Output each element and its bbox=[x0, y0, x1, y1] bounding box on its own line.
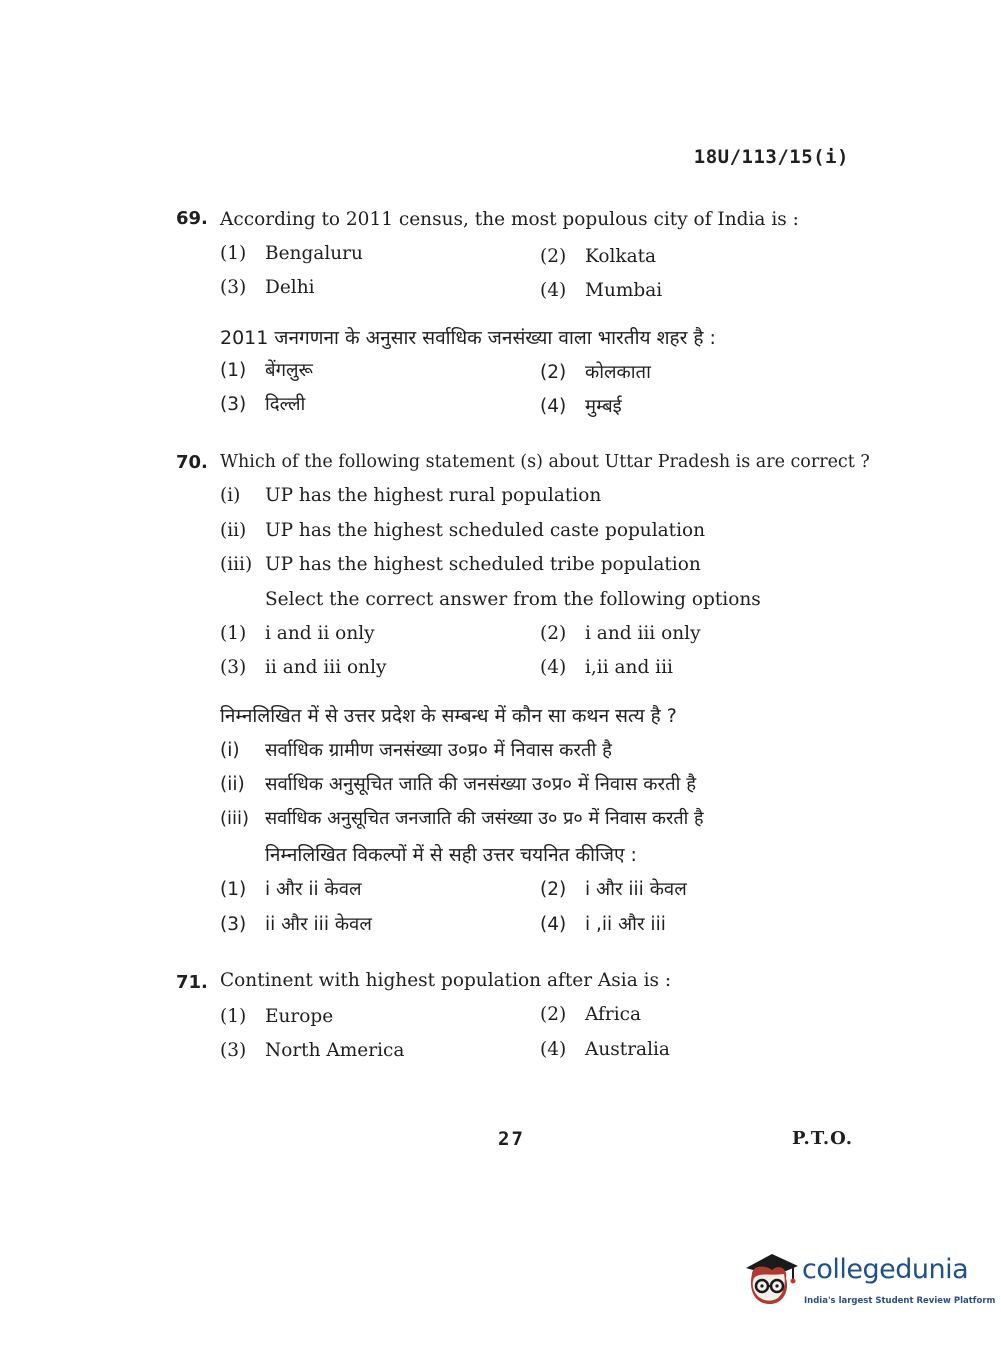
option-text: दिल्ली bbox=[265, 394, 306, 415]
statement-text: UP has the highest scheduled tribe population bbox=[265, 554, 701, 575]
statement-number: (iii) bbox=[220, 808, 250, 829]
option-number: (2) bbox=[540, 623, 567, 644]
option-number: (3) bbox=[220, 914, 247, 935]
q70-option-en-3 bbox=[220, 657, 386, 678]
q69-option-en-4 bbox=[540, 280, 662, 301]
q71-option-en-2 bbox=[540, 1004, 641, 1025]
q69-text-en: According to 2011 census, the most populous city of India is : bbox=[220, 209, 799, 230]
mascot-icon bbox=[742, 1248, 800, 1310]
q69-number: 69. bbox=[176, 208, 208, 229]
option-text: Africa bbox=[585, 1004, 642, 1025]
statement-number: (ii) bbox=[220, 520, 247, 541]
q69-text-hi: 2011 जनगणना के अनुसार सर्वाधिक जनसंख्या वाला भारतीय शहर है : bbox=[220, 327, 716, 349]
option-text: i और iii केवल bbox=[585, 879, 687, 900]
statement-text: UP has the highest scheduled caste population bbox=[265, 520, 706, 541]
q70-option-hi-2 bbox=[540, 876, 687, 901]
option-number: (3) bbox=[220, 1040, 247, 1061]
option-number: (1) bbox=[220, 1006, 247, 1027]
q70-option-hi-3 bbox=[220, 911, 372, 936]
q69-option-en-2 bbox=[540, 246, 656, 267]
option-number: (4) bbox=[540, 657, 567, 678]
option-number: (3) bbox=[220, 277, 247, 298]
option-number: (4) bbox=[540, 396, 567, 417]
q71-text-en: Continent with highest population after Asia is : bbox=[220, 970, 672, 991]
q70-statement-en-2 bbox=[220, 520, 705, 541]
option-text: North America bbox=[265, 1040, 405, 1061]
paper-code: 18U/113/15(i) bbox=[693, 146, 849, 168]
q70-statement-en-3 bbox=[220, 554, 701, 575]
option-number: (3) bbox=[220, 394, 247, 415]
statement-text: सर्वाधिक अनुसूचित जाति की जनसंख्या उ०प्र० में निवास करती है bbox=[265, 774, 697, 795]
option-text: ii and iii only bbox=[265, 657, 387, 678]
q69-option-hi-1 bbox=[220, 357, 313, 382]
option-text: i और ii केवल bbox=[265, 879, 362, 900]
pto-label: P.T.O. bbox=[792, 1128, 854, 1149]
option-number: (4) bbox=[540, 914, 567, 935]
q70-statement-hi-1 bbox=[220, 737, 612, 762]
q69-option-hi-3 bbox=[220, 391, 305, 416]
q69-option-hi-4 bbox=[540, 393, 622, 418]
q69-option-en-3 bbox=[220, 277, 315, 298]
option-text: i and iii only bbox=[585, 623, 701, 644]
option-number: (2) bbox=[540, 879, 567, 900]
statement-number: (ii) bbox=[220, 774, 245, 795]
q70-option-hi-1 bbox=[220, 876, 362, 901]
option-text: ii और iii केवल bbox=[265, 914, 372, 935]
option-text: कोलकाता bbox=[585, 362, 651, 383]
q70-option-en-1 bbox=[220, 623, 375, 644]
q70-option-en-4 bbox=[540, 657, 673, 678]
q69-option-hi-2 bbox=[540, 359, 651, 384]
q69-option-en-1 bbox=[220, 243, 363, 264]
option-text: Kolkata bbox=[585, 246, 657, 267]
option-number: (1) bbox=[220, 623, 247, 644]
q70-select-en: Select the correct answer from the following options bbox=[265, 589, 761, 610]
option-text: मुम्बई bbox=[585, 396, 622, 417]
option-text: i,ii and iii bbox=[585, 657, 673, 678]
option-text: Europe bbox=[265, 1006, 334, 1027]
q71-option-en-1 bbox=[220, 1006, 333, 1027]
statement-text: सर्वाधिक अनुसूचित जनजाति की जसंख्या उ० प्र० में निवास करती है bbox=[265, 808, 704, 829]
q70-option-en-2 bbox=[540, 623, 701, 644]
statement-text: UP has the highest rural population bbox=[265, 485, 602, 506]
option-number: (1) bbox=[220, 360, 247, 381]
q70-option-hi-4 bbox=[540, 911, 666, 936]
page-number: 27 bbox=[498, 1128, 525, 1150]
brand-tagline: India's largest Student Review Platform bbox=[804, 1296, 996, 1306]
q71-number: 71. bbox=[176, 972, 208, 993]
q71-option-en-3 bbox=[220, 1040, 404, 1061]
option-number: (3) bbox=[220, 657, 247, 678]
option-number: (2) bbox=[540, 246, 567, 267]
option-number: (2) bbox=[540, 362, 567, 383]
option-number: (1) bbox=[220, 879, 247, 900]
option-text: Australia bbox=[585, 1039, 670, 1060]
q70-text-hi: निम्नलिखित में से उत्तर प्रदेश के सम्बन्ध में कौन सा कथन सत्य है ? bbox=[220, 705, 677, 727]
brand-name: collegedunia bbox=[802, 1254, 969, 1285]
q70-statement-hi-2 bbox=[220, 771, 696, 796]
statement-number: (iii) bbox=[220, 554, 253, 575]
option-text: बेंगलुरू bbox=[265, 360, 313, 381]
option-text: Mumbai bbox=[585, 280, 663, 301]
collegedunia-watermark bbox=[742, 1248, 996, 1320]
option-number: (4) bbox=[540, 1039, 567, 1060]
q70-number: 70. bbox=[176, 452, 208, 473]
option-text: i ,ii और iii bbox=[585, 914, 666, 935]
option-number: (1) bbox=[220, 243, 247, 264]
q70-statement-hi-3 bbox=[220, 806, 704, 830]
option-number: (2) bbox=[540, 1004, 567, 1025]
statement-text: सर्वाधिक ग्रामीण जनसंख्या उ०प्र० में निवास करती है bbox=[265, 740, 612, 761]
q70-statement-en-1 bbox=[220, 485, 601, 506]
statement-number: (i) bbox=[220, 485, 241, 506]
q71-option-en-4 bbox=[540, 1039, 670, 1060]
q70-text-en: Which of the following statement (s) about Uttar Pradesh is are correct ? bbox=[220, 452, 870, 472]
option-text: Delhi bbox=[265, 277, 315, 298]
statement-number: (i) bbox=[220, 740, 240, 761]
option-number: (4) bbox=[540, 280, 567, 301]
option-text: Bengaluru bbox=[265, 243, 363, 264]
q70-select-hi: निम्नलिखित विकल्पों में से सही उत्तर चयनित कीजिए : bbox=[265, 844, 637, 866]
option-text: i and ii only bbox=[265, 623, 375, 644]
